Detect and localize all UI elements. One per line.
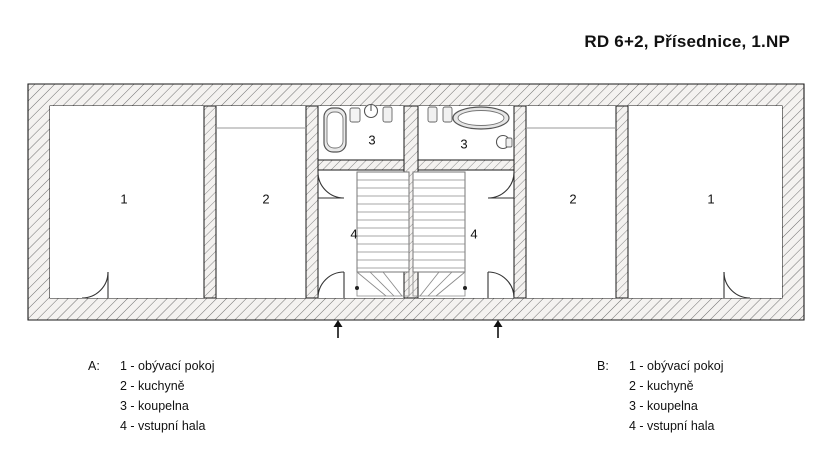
legend-a-item: 2 - kuchyně: [120, 379, 185, 393]
legend-b-item: 1 - obývací pokoj: [629, 359, 724, 373]
legend-a-item: 1 - obývací pokoj: [120, 359, 215, 373]
room-number-left-bath: 3: [368, 132, 376, 148]
legend-b-item: 2 - kuchyně: [629, 379, 694, 393]
legend-b-item: 4 - vstupní hala: [629, 419, 715, 433]
room-number-right-hall: 4: [470, 226, 478, 242]
room-number-left-living: 1: [120, 191, 128, 207]
room-number-right-kitchen: 2: [569, 191, 577, 207]
legend-a: [88, 356, 215, 436]
entry-arrow-right: [494, 320, 503, 338]
room-number-right-bath: 3: [460, 136, 468, 152]
page-title: RD 6+2, Přísednice, 1.NP: [584, 32, 790, 51]
legend-b-label: B:: [597, 359, 609, 373]
legend-a-label: A:: [88, 359, 100, 373]
room-number-right-living: 1: [707, 191, 715, 207]
room-number-left-kitchen: 2: [262, 191, 270, 207]
room-number-left-hall: 4: [350, 226, 358, 242]
legend-a-item: 3 - koupelna: [120, 399, 189, 413]
entry-arrows: [334, 320, 503, 338]
legend-b-item: 3 - koupelna: [629, 399, 698, 413]
legend-b: [597, 356, 724, 436]
legend-a-item: 4 - vstupní hala: [120, 419, 206, 433]
entry-arrow-left: [334, 320, 343, 338]
